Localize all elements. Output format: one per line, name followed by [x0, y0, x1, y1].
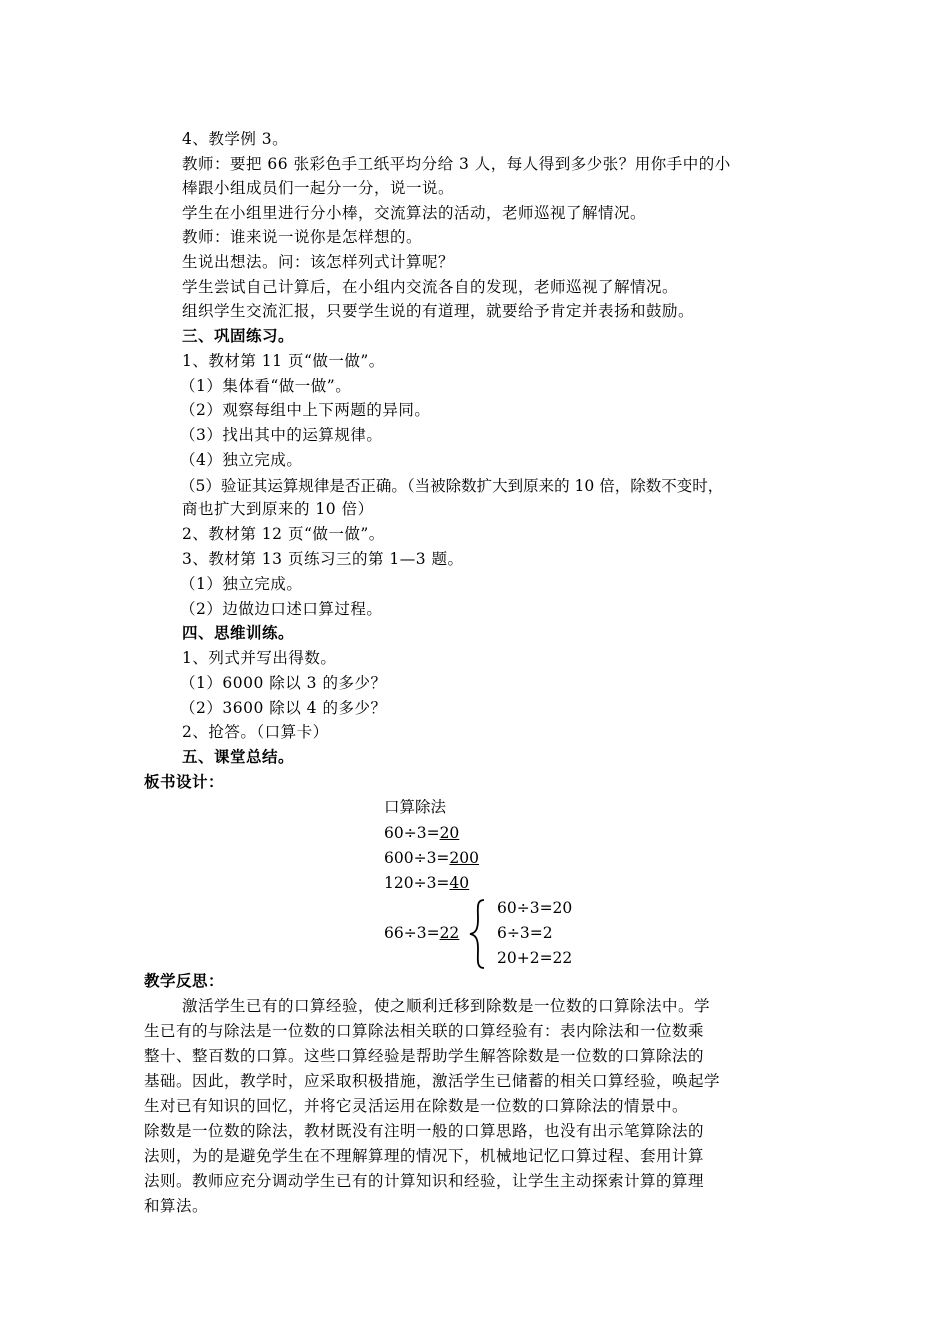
equation-expression: 600÷3=	[384, 849, 450, 867]
text-line: （4）独立完成。	[180, 451, 303, 469]
board-sub-equation: 60÷3=20	[497, 899, 573, 917]
board-design-heading: 板书设计：	[144, 772, 225, 791]
text-line: （2）观察每组中上下两题的异同。	[180, 401, 431, 419]
board-title: 口算除法	[384, 798, 447, 816]
board-equation	[384, 847, 479, 869]
text-line: 4、教学例 3。	[182, 130, 289, 148]
text-line: 组织学生交流汇报，只要学生说的有道理，就要给予肯定并表扬和鼓励。	[182, 302, 695, 320]
reflection-line: 激活学生已有的口算经验，使之顺利迁移到除数是一位数的口算除法中。学	[182, 997, 711, 1015]
text-line: （2）3600 除以 4 的多少？	[180, 699, 387, 717]
text-line: 学生尝试自己计算后，在小组内交流各自的发现，老师巡视了解情况。	[182, 278, 679, 296]
reflection-line: 基础。因此，教学时，应采取积极措施，激活学生已储蓄的相关口算经验，唤起学	[144, 1072, 721, 1090]
board-equation	[384, 872, 469, 894]
equation-expression: 66÷3=	[384, 924, 440, 942]
text-line: （1）6000 除以 3 的多少？	[180, 674, 387, 692]
text-line: 商也扩大到原来的 10 倍）	[182, 500, 374, 518]
text-line: 1、教材第 11 页“做一做”。	[182, 352, 385, 370]
section-heading: 五、课堂总结。	[182, 747, 295, 766]
reflection-line: 和算法。	[144, 1197, 209, 1215]
reflection-line: 法则。教师应充分调动学生已有的计算知识和经验，让学生主动探索计算的算理	[144, 1172, 705, 1190]
section-heading: 四、思维训练。	[182, 623, 295, 642]
text-line: 3、教材第 13 页练习三的第 1—3 题。	[182, 550, 464, 568]
reflection-line: 法则，为的是避免学生在不理解算理的情况下，机械地记忆口算过程、套用计算	[144, 1147, 705, 1165]
reflection-heading: 教学反思：	[144, 971, 225, 990]
text-line: 学生在小组里进行分小棒，交流算法的活动，老师巡视了解情况。	[182, 204, 647, 222]
text-line: 2、教材第 12 页“做一做”。	[182, 525, 385, 543]
text-line: 1、列式并写出得数。	[182, 649, 337, 667]
reflection-line: 整十、整百数的口算。这些口算经验是帮助学生解答除数是一位数的口算除法的	[144, 1047, 705, 1065]
board-equation	[384, 922, 459, 944]
reflection-line: 生对已有知识的回忆，并将它灵活运用在除数是一位数的口算除法的情景中。	[144, 1097, 689, 1115]
text-line: 教师：谁来说一说你是怎样想的。	[182, 228, 423, 246]
board-equation	[384, 822, 459, 844]
reflection-line: 生已有的与除法是一位数的口算除法相关联的口算经验有：表内除法和一位数乘	[144, 1022, 705, 1040]
equation-answer: 20	[439, 824, 460, 842]
text-line: （5）验证其运算规律是否正确。（当被除数扩大到原来的 10 倍，除数不变时，	[180, 477, 724, 495]
reflection-line: 除数是一位数的除法，教材既没有注明一般的口算思路，也没有出示笔算除法的	[144, 1122, 705, 1140]
board-sub-equation: 6÷3=2	[497, 924, 553, 942]
board-sub-equation: 20+2=22	[497, 949, 573, 967]
equation-expression: 60÷3=	[384, 824, 440, 842]
text-line: （2）边做边口述口算过程。	[180, 600, 383, 618]
text-line: 2、抢答。（口算卡）	[182, 723, 329, 741]
equation-answer: 200	[449, 849, 480, 867]
text-line: （3）找出其中的运算规律。	[180, 426, 383, 444]
equation-answer: 22	[439, 924, 460, 942]
text-line: 棒跟小组成员们一起分一分，说一说。	[182, 179, 455, 197]
equation-expression: 120÷3=	[384, 874, 450, 892]
text-line: （1）独立完成。	[180, 575, 303, 593]
text-line: 教师：要把 66 张彩色手工纸平均分给 3 人，每人得到多少张？用你手中的小	[182, 155, 731, 173]
text-line: （1）集体看“做一做”。	[180, 377, 352, 395]
section-heading: 三、巩固练习。	[182, 326, 295, 345]
text-line: 生说出想法。问：该怎样列式计算呢？	[182, 253, 455, 271]
curly-brace-icon	[466, 897, 488, 971]
equation-answer: 40	[449, 874, 470, 892]
